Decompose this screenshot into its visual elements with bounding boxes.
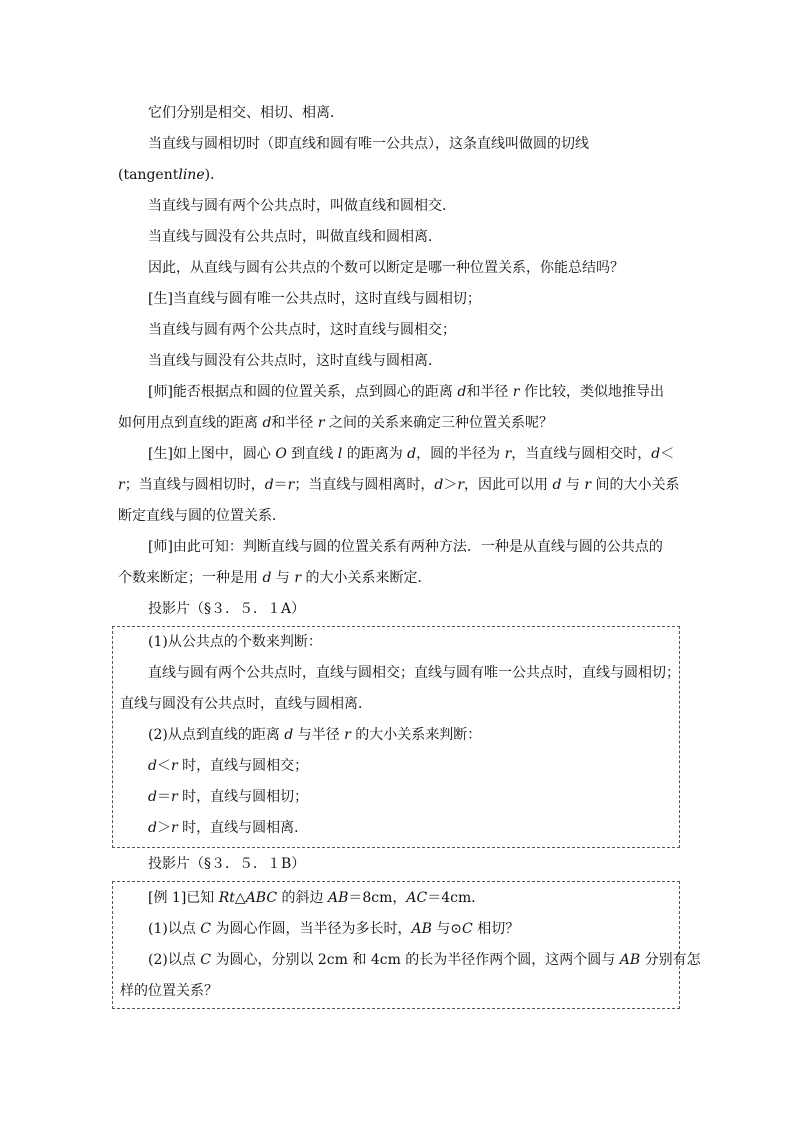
paragraph-line: 因此，从直线与圆有公共点的个数可以断定是哪一种位置关系，你能总结吗？ — [148, 260, 624, 276]
box-line: (2)从点到直线的距离 d 与半径 r 的大小关系来判断： — [148, 727, 482, 743]
paragraph-line: 当直线与圆有两个公共点时，这时直线与圆相交； — [148, 322, 456, 338]
paragraph-line: [师]由此可知：判断直线与圆的位置关系有两种方法．一种是从直线与圆的公共点的 — [148, 539, 663, 555]
box-line: 样的位置关系？ — [120, 983, 218, 999]
paragraph-line: 当直线与圆相切时（即直线和圆有唯一公共点），这条直线叫做圆的切线 — [148, 136, 589, 152]
box-line: (1)以点 C 为圆心作圆，当半径为多长时，AB 与⊙C 相切？ — [148, 921, 520, 937]
paragraph-line: (tangentline)． — [118, 167, 225, 183]
paragraph-line: r；当直线与圆相切时，d＝r；当直线与圆相离时，d＞r，因此可以用 d 与 r 间的大小关系 — [118, 477, 680, 493]
paragraph-line: 如何用点到直线的距离 d和半径 r 之间的关系来确定三种位置关系呢？ — [118, 415, 554, 431]
paragraph-line: 它们分别是相交、相切、相离． — [148, 105, 344, 121]
box-line: 直线与圆有两个公共点时，直线与圆相交；直线与圆有唯一公共点时，直线与圆相切； — [148, 665, 680, 681]
paragraph-line: 当直线与圆没有公共点时，叫做直线和圆相离． — [148, 229, 442, 245]
box-line: (1)从公共点的个数来判断： — [148, 634, 322, 650]
paragraph-line: [生]当直线与圆有唯一公共点时，这时直线与圆相切； — [148, 291, 481, 307]
box-line: 直线与圆没有公共点时，直线与圆相离． — [120, 696, 372, 712]
paragraph-line: 个数来断定；一种是用 d 与 r 的大小关系来断定． — [118, 570, 432, 586]
box-line: [例 1]已知 Rt△ABC 的斜边 AB＝8cm，AC＝4cm． — [148, 890, 486, 906]
paragraph-line: 当直线与圆没有公共点时，这时直线与圆相离． — [148, 353, 442, 369]
box-line: d＜r 时，直线与圆相交； — [148, 758, 309, 774]
paragraph-line: [生]如上图中，圆心 O 到直线 l 的距离为 d，圆的半径为 r，当直线与圆相交时，d＜ — [148, 446, 675, 462]
paragraph-line: 当直线与圆有两个公共点时，叫做直线和圆相交． — [148, 198, 456, 214]
paragraph-line: 断定直线与圆的位置关系． — [118, 508, 286, 524]
box-line: (2)以点 C 为圆心，分别以 2cm 和 4cm 的长为半径作两个圆，这两个圆与 AB 分别有怎 — [148, 952, 701, 968]
slide-label-b: 投影片（§３．５．１B） — [148, 856, 306, 872]
box-line: d＝r 时，直线与圆相切； — [148, 789, 309, 805]
paragraph-line: [师]能否根据点和圆的位置关系，点到圆心的距离 d和半径 r 作比较，类似地推导出 — [148, 384, 664, 400]
box-line: d＞r 时，直线与圆相离． — [148, 820, 309, 836]
slide-label-a: 投影片（§３．５．１A） — [148, 601, 306, 617]
